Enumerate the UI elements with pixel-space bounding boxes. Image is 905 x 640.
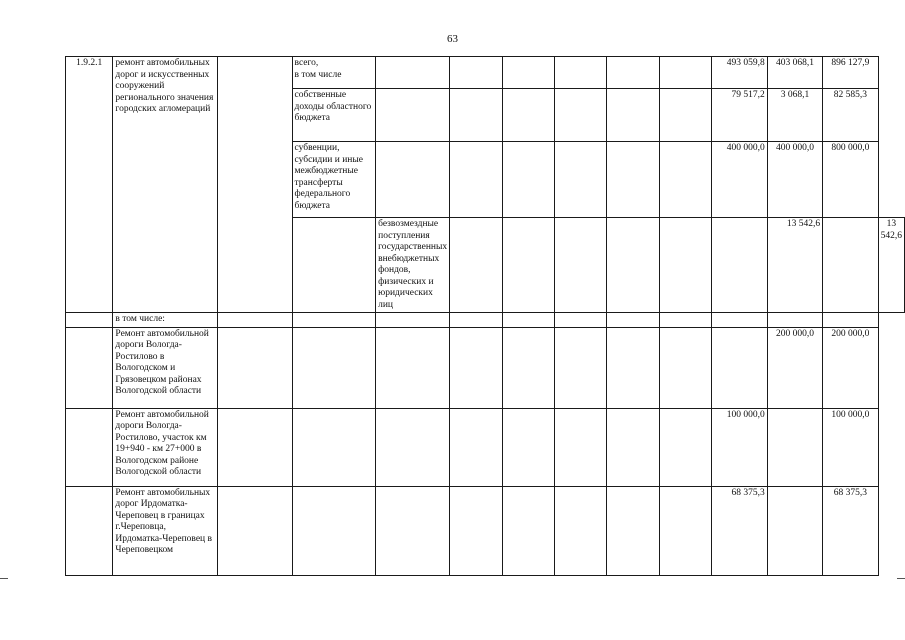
value-cell: 493 059,8 [712, 57, 767, 89]
page-number: 63 [447, 33, 458, 45]
source-label: собственные доходы областного бюджета [292, 89, 376, 142]
total-cell: 68 375,3 [823, 486, 878, 575]
value-cell [823, 218, 878, 313]
value-cell: 400 000,0 [767, 142, 822, 218]
row-code: 1.9.2.1 [66, 57, 113, 313]
value-cell: 68 375,3 [712, 486, 767, 575]
table-row [66, 313, 905, 328]
table-row [66, 57, 905, 89]
item-name: Ремонт автомобильной дороги Вологда-Ростилово, участок км 19+940 - км 27+000 в Вологодском районе Вологодской области [113, 408, 217, 486]
source-label: субвенции, субсидии и иные межбюджетные трансферты федерального бюджета [292, 142, 376, 218]
item-name: Ремонт автомобильной дороги Вологда-Ростилово в Вологодском и Грязовецком районах Вологодской области [113, 327, 217, 408]
value-cell: 100 000,0 [712, 408, 767, 486]
source-label: всего, в том числе [292, 57, 376, 89]
row-name: ремонт автомобильных дорог и искусственных сооружений регионального значения городских агломераций [113, 57, 217, 313]
budget-table [65, 56, 905, 576]
scan-edge-mark [0, 578, 8, 579]
value-cell [767, 408, 822, 486]
scan-edge-mark [897, 578, 905, 579]
total-cell: 82 585,3 [823, 89, 878, 142]
value-cell: 200 000,0 [767, 327, 822, 408]
total-cell: 13 542,6 [878, 218, 904, 313]
value-cell [767, 486, 822, 575]
source-label: безвозмездные поступления государственных внебюджетных фондов, физических и юридических лиц [376, 218, 450, 313]
value-cell: 3 068,1 [767, 89, 822, 142]
value-cell: 403 068,1 [767, 57, 822, 89]
value-cell: 79 517,2 [712, 89, 767, 142]
item-name: Ремонт автомобильных дорог Ирдоматка-Череповец в границах г.Череповца, Ирдоматка-Череповец в Череповецком [113, 486, 217, 575]
including-label: в том числе: [113, 313, 217, 328]
total-cell: 896 127,9 [823, 57, 878, 89]
table-row [66, 327, 905, 408]
value-cell: 13 542,6 [767, 218, 822, 313]
total-cell: 100 000,0 [823, 408, 878, 486]
value-cell [712, 327, 767, 408]
table-row [66, 408, 905, 486]
value-cell: 400 000,0 [712, 142, 767, 218]
total-cell: 800 000,0 [823, 142, 878, 218]
total-cell: 200 000,0 [823, 327, 878, 408]
table-row [66, 486, 905, 575]
